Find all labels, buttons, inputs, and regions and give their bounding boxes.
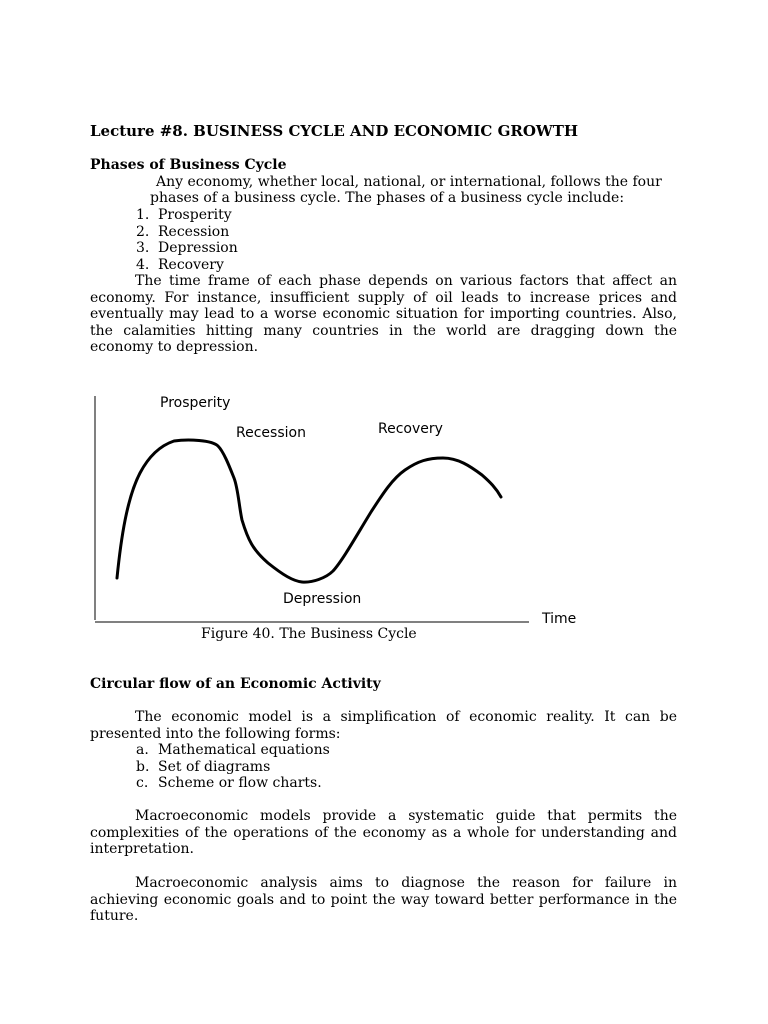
model-paragraph: The economic model is a simplification of economic reality. It can be presented into the following forms: [90, 709, 677, 742]
section-heading-circular-flow: Circular flow of an Economic Activity [90, 676, 381, 692]
list-item: b. Set of diagrams [136, 758, 271, 775]
label-time: Time [542, 611, 577, 627]
macro-models-paragraph: Macroeconomic models provide a systematic guide that permits the complexities of the operations of the economy as a whole for understanding and interpretation. [90, 808, 677, 858]
label-prosperity: Prosperity [160, 395, 231, 411]
intro-line-2: phases of a business cycle. The phases of a business cycle include: [150, 190, 625, 206]
list-item: a. Mathematical equations [136, 742, 330, 758]
macro-analysis-paragraph: Macroeconomic analysis aims to diagnose the reason for failure in achieving economic goals and to point the way toward better performance in the future. [90, 875, 677, 925]
list-item: 4. Recovery [136, 256, 224, 273]
figure-caption: Figure 40. The Business Cycle [201, 626, 417, 642]
list-item: 2. Recession [136, 223, 230, 240]
label-recession: Recession [236, 425, 306, 441]
forms-list [136, 742, 330, 792]
phases-paragraph: The time frame of each phase depends on various factors that affect an economy. For instance, insufficient supply of oil leads to increase prices and eventually may lead to a worse economic situation for importing countries. Also, the calamities hitting many countries in the world are dragging down the economy to depression. [90, 273, 677, 356]
cycle-curve [117, 440, 501, 582]
list-item: 1. Prosperity [136, 207, 232, 223]
label-recovery: Recovery [378, 421, 443, 437]
page-title: Lecture #8. BUSINESS CYCLE AND ECONOMIC GROWTH [90, 122, 579, 140]
phases-list [136, 207, 238, 273]
label-depression: Depression [283, 591, 362, 607]
list-item: c. Scheme or flow charts. [136, 775, 322, 792]
intro-line-1: Any economy, whether local, national, or international, follows the four [156, 174, 662, 190]
section-heading-phases: Phases of Business Cycle [90, 157, 287, 173]
list-item: 3. Depression [136, 240, 238, 257]
business-cycle-figure [88, 388, 588, 628]
